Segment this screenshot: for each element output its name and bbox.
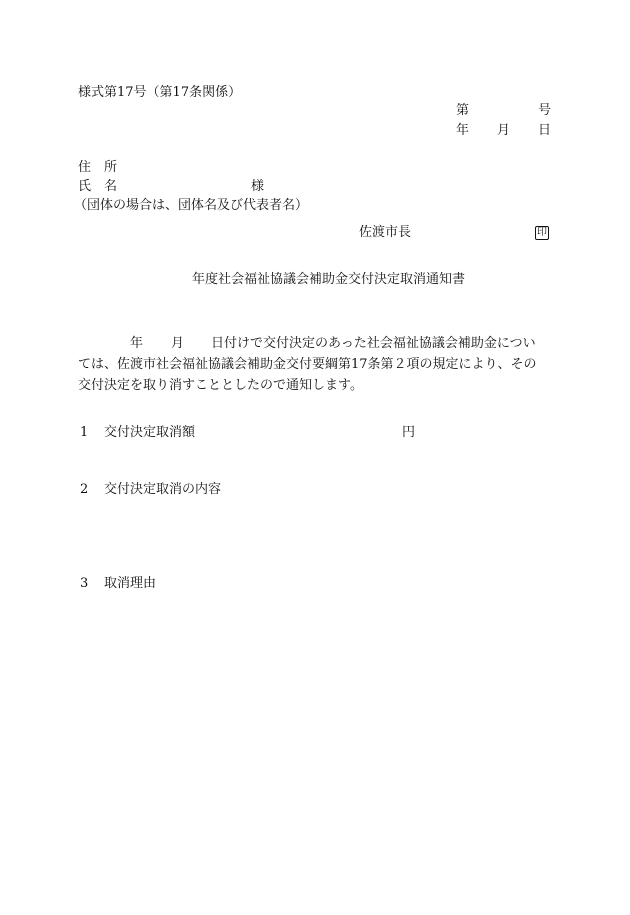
ref-number-prefix: 第 — [456, 103, 470, 118]
item-1-number: 1 — [80, 425, 89, 440]
item-2-label: 交付決定取消の内容 — [104, 482, 222, 497]
notice-body — [78, 333, 554, 396]
date-day: 日 — [538, 123, 552, 138]
item-1-unit: 円 — [402, 425, 416, 440]
date-year: 年 — [456, 123, 470, 138]
body-line1-rest: 日付けで交付決定のあった社会福祉協議会補助金につい — [211, 336, 536, 351]
body-line-1 — [78, 333, 554, 354]
body-line-2: ては、佐渡市社会福祉協議会補助金交付要綱第17条第２項の規定により、その — [78, 357, 537, 372]
body-month: 月 — [171, 336, 185, 351]
item-3-number: 3 — [80, 576, 89, 591]
item-1-label: 交付決定取消額 — [104, 425, 196, 440]
address-label: 住 所 — [78, 160, 118, 175]
honorific: 様 — [251, 179, 265, 194]
body-line-3: 交付決定を取り消すこととしたので通知します。 — [78, 378, 363, 393]
name-label: 氏 名 — [78, 179, 118, 194]
item-2-number: 2 — [80, 482, 89, 497]
date-month: 月 — [497, 123, 511, 138]
item-3-label: 取消理由 — [104, 576, 157, 591]
body-year: 年 — [130, 336, 144, 351]
document-title: 年度社会福祉協議会補助金交付決定取消通知書 — [192, 272, 466, 287]
issuer-title: 佐渡市長 — [359, 225, 412, 240]
recipient-note: （団体の場合は、団体名及び代表者名） — [74, 198, 309, 213]
form-label: 様式第17号（第17条関係） — [78, 85, 242, 100]
seal-mark — [535, 225, 549, 240]
seal-icon: 印 — [537, 227, 547, 238]
ref-number-suffix: 号 — [538, 103, 552, 118]
